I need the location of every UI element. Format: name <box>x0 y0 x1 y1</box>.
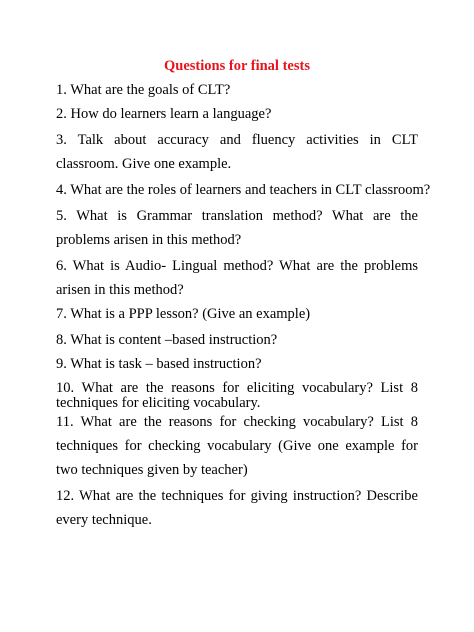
question-3: 3. Talk about accuracy and fluency activities in CLT classroom. Give one example. <box>56 132 418 172</box>
question-1: 1. What are the goals of CLT? <box>56 82 231 98</box>
question-10: 10. What are the reasons for eliciting vocabulary? List 8 techniques for eliciting vocabulary. <box>56 380 418 411</box>
question-9: 9. What is task – based instruction? <box>56 356 262 372</box>
question-12: 12. What are the techniques for giving instruction? Describe every technique. <box>56 488 418 528</box>
question-2: 2. How do learners learn a language? <box>56 106 272 122</box>
question-6: 6. What is Audio- Lingual method? What are the problems arisen in this method? <box>56 258 418 298</box>
question-7: 7. What is a PPP lesson? (Give an example) <box>56 306 311 322</box>
question-11: 11. What are the reasons for checking vocabulary? List 8 techniques for checking vocabulary (Give one example for two techniques given by teacher) <box>56 414 418 478</box>
document-title: Questions for final tests <box>164 58 310 74</box>
question-4: 4. What are the roles of learners and teachers in CLT classroom? <box>56 182 431 198</box>
question-5: 5. What is Grammar translation method? What are the problems arisen in this method? <box>56 208 418 248</box>
question-8: 8. What is content –based instruction? <box>56 332 278 348</box>
